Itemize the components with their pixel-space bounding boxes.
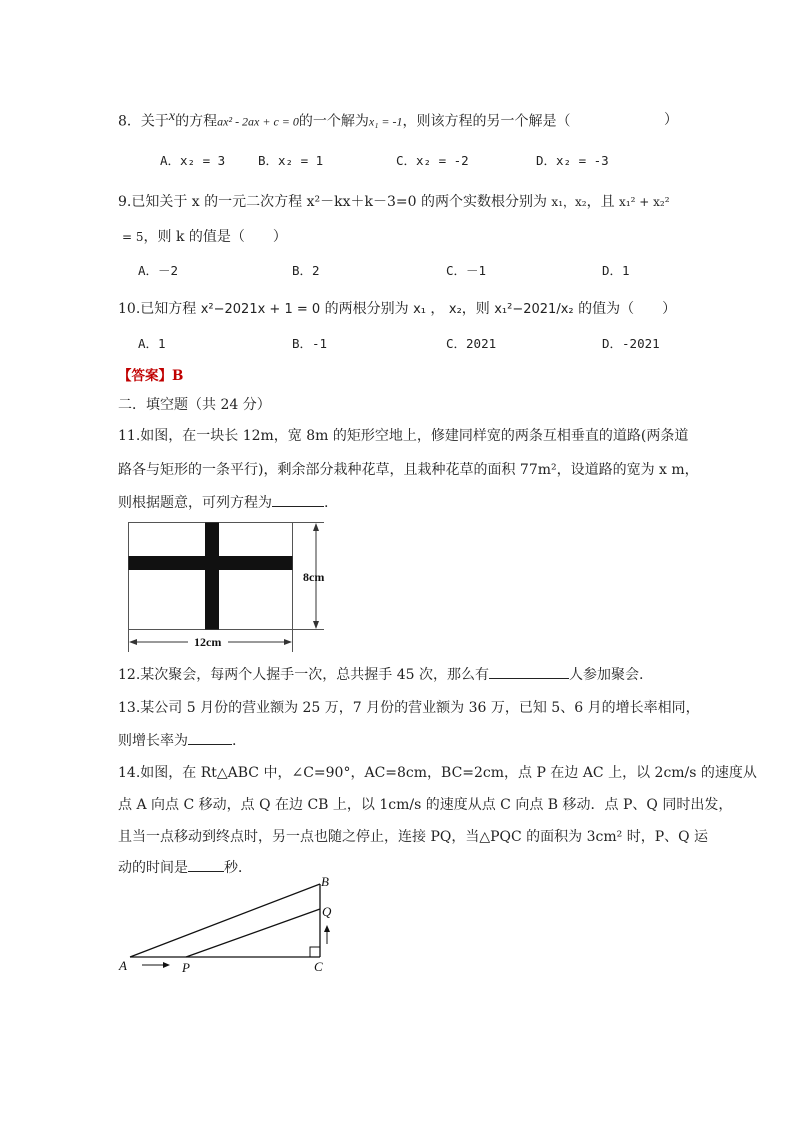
q11-line3-text: 则根据题意，可列方程为 xyxy=(118,495,272,511)
answer-tag: 【答案】 xyxy=(118,368,172,384)
label-a: A xyxy=(119,958,127,973)
vertical-road xyxy=(205,523,219,630)
section-heading: 二．填空题（共 24 分） xyxy=(118,397,271,413)
label-c: C xyxy=(314,959,323,974)
q10-option-b: B．-1 xyxy=(292,336,328,351)
q8-stem-mid2: 的一个解为 xyxy=(298,113,369,130)
q10-stem: 10.已知方程 x²−2021x + 1 = 0 的两根分别为 x₁ ， x₂，则 x₁²−2021/x₂ 的值为（ ） xyxy=(118,301,677,317)
answer-line xyxy=(118,364,183,384)
width-label: 12cm xyxy=(194,635,222,649)
q12-post: 人参加聚会. xyxy=(568,667,644,683)
q10-root1: x₁ xyxy=(413,302,426,317)
q13-line2-pre: 则增长率为 xyxy=(118,733,188,749)
q10-option-a: A．1 xyxy=(138,336,166,351)
q9-line2-post: ，则 k 的值是（ ） xyxy=(143,229,287,245)
q9-line1 xyxy=(118,191,670,211)
q10-post: 的值为（ ） xyxy=(578,301,677,317)
q10-root2: x₂ xyxy=(448,302,462,317)
q10-equation: x²−2021x + 1 = 0 xyxy=(200,302,321,317)
arrow-up-icon xyxy=(324,925,330,932)
right-angle-mark xyxy=(310,947,320,957)
q9-condition: x₁² + x₂² xyxy=(619,195,670,209)
q9-line2 xyxy=(122,226,287,246)
q8-stem-post: ，则该方程的另一个解是（ xyxy=(402,113,571,130)
answer-value: B xyxy=(172,368,184,384)
label-p: P xyxy=(182,960,190,975)
segment-pq xyxy=(186,909,320,957)
q14-answer-blank[interactable] xyxy=(188,857,224,872)
q11-line2: 路各与矩形的一条平行)，剩余部分栽种花草，且栽种花草的面积 77m²，设道路的宽为 x m， xyxy=(118,462,699,478)
q11-line1: 11.如图，在一块长 12m，宽 8m 的矩形空地上，修建同样宽的两条互相垂直的道路(两条道 xyxy=(118,428,689,444)
q9-option-b: B．2 xyxy=(292,263,320,278)
q10-mid: 的两根分别为 xyxy=(324,301,409,317)
q14-line4-post: 秒． xyxy=(224,860,252,876)
q8-option-a: A．x₂ = 3 xyxy=(160,153,226,168)
q8-stem-mid: 的方程 xyxy=(175,113,218,130)
q13-line1: 13.某公司 5 月份的营业额为 25 万，7 月份的营业额为 36 万，已知 5、6 月的增长率相同， xyxy=(118,700,700,716)
q8-option-c: C．x₂ = -2 xyxy=(396,153,469,168)
q14-line1: 14.如图，在 Rt△ABC 中，∠C=90°，AC=8cm，BC=2cm，点 P 在边 AC 上，以 2cm/s 的速度从 xyxy=(118,765,757,781)
q10-mid2: ，则 xyxy=(461,301,490,317)
q11-figure xyxy=(118,516,340,656)
q13-line2 xyxy=(118,730,236,750)
q14-figure xyxy=(110,872,350,980)
q9-line1-mid: ，且 xyxy=(586,194,615,210)
q12-line xyxy=(118,664,643,684)
q8-equation: ax² - 2ax + c = 0 xyxy=(217,114,299,129)
q12-pre: 12.某次聚会，每两个人握手一次，总共握手 45 次，那么有 xyxy=(118,667,489,683)
q8-close-paren: ） xyxy=(664,112,678,128)
q13-answer-blank[interactable] xyxy=(188,730,232,745)
q13-line2-post: . xyxy=(232,733,237,749)
label-q: Q xyxy=(322,904,332,919)
q11-line3 xyxy=(118,492,328,512)
q9-option-d: D．1 xyxy=(602,263,630,278)
label-b: B xyxy=(321,874,329,889)
q10-expression: x₁²−2021/x₂ xyxy=(494,302,574,317)
side-ab xyxy=(130,884,320,957)
q12-answer-blank[interactable] xyxy=(489,664,569,679)
q14-line2: 点 A 向点 C 移动，点 Q 在边 CB 上，以 1cm/s 的速度从点 C 向点 B 移动．点 P、Q 同时出发， xyxy=(118,797,733,813)
q8-stem-pre: 8．关于 xyxy=(118,113,169,130)
q8-option-d: D．x₂ = -3 xyxy=(536,153,609,168)
q8-var: x xyxy=(168,109,176,124)
q11-answer-blank[interactable] xyxy=(272,492,324,507)
q10-option-c: C．2021 xyxy=(446,336,497,351)
q11-line3-end: . xyxy=(324,495,329,511)
q9-roots: x₁，x₂ xyxy=(551,195,587,209)
q8-option-b: B．x₂ = 1 xyxy=(258,153,324,168)
arrow-right-icon xyxy=(163,962,170,968)
height-label: 8cm xyxy=(303,570,325,584)
q8-given: x₁ = -1 xyxy=(368,114,403,129)
q9-line1-pre: 9.已知关于 x 的一元二次方程 x²－kx＋k－3=0 的两个实数根分别为 xyxy=(118,194,547,210)
q8-stem xyxy=(118,109,571,131)
q14-line4-pre: 动的时间是 xyxy=(118,860,188,876)
q14-line3: 且当一点移动到终点时，另一点也随之停止，连接 PQ，当△PQC 的面积为 3cm² 时，P、Q 运 xyxy=(118,829,709,845)
q10-option-d: D．-2021 xyxy=(602,336,660,351)
q9-option-c: C．－1 xyxy=(446,263,487,278)
q9-line2-eq: = 5 xyxy=(122,230,144,244)
q10-pre: 10.已知方程 xyxy=(118,301,197,317)
q9-option-a: A．－2 xyxy=(138,263,179,278)
